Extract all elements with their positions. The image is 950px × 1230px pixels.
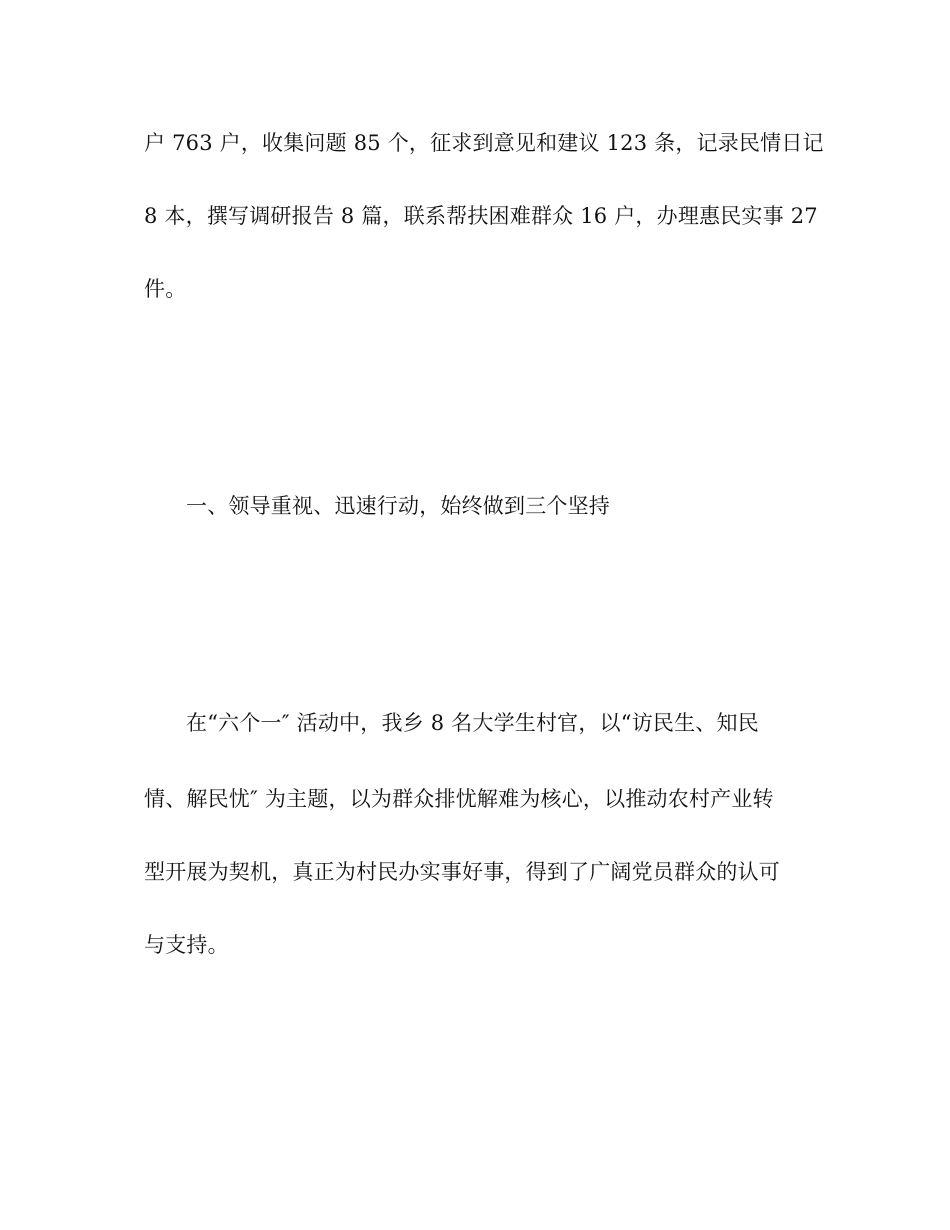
- paragraph-1-line-1: 户 763 户，收集问题 85 个，征求到意见和建议 123 条，记录民情日记: [144, 131, 824, 155]
- paragraph-2-line-4: 与支持。: [144, 933, 229, 957]
- paragraph-2-line-3: 型开展为契机，真正为村民办实事好事，得到了广阔党员群众的认可: [144, 860, 780, 884]
- paragraph-2-line-1: 在“六个一″ 活动中，我乡 8 名大学生村官，以“访民生、知民: [186, 711, 759, 735]
- paragraph-1-line-2: 8 本，撰写调研报告 8 篇，联系帮扶困难群众 16 户，办理惠民实事 27: [144, 204, 818, 228]
- paragraph-1-line-3: 件。: [144, 277, 187, 301]
- section-heading: 一、领导重视、迅速行动，始终做到三个坚持: [186, 494, 610, 518]
- paragraph-2-line-2: 情、解民忧″ 为主题，以为群众排忧解难为核心，以推动农村产业转: [144, 787, 774, 811]
